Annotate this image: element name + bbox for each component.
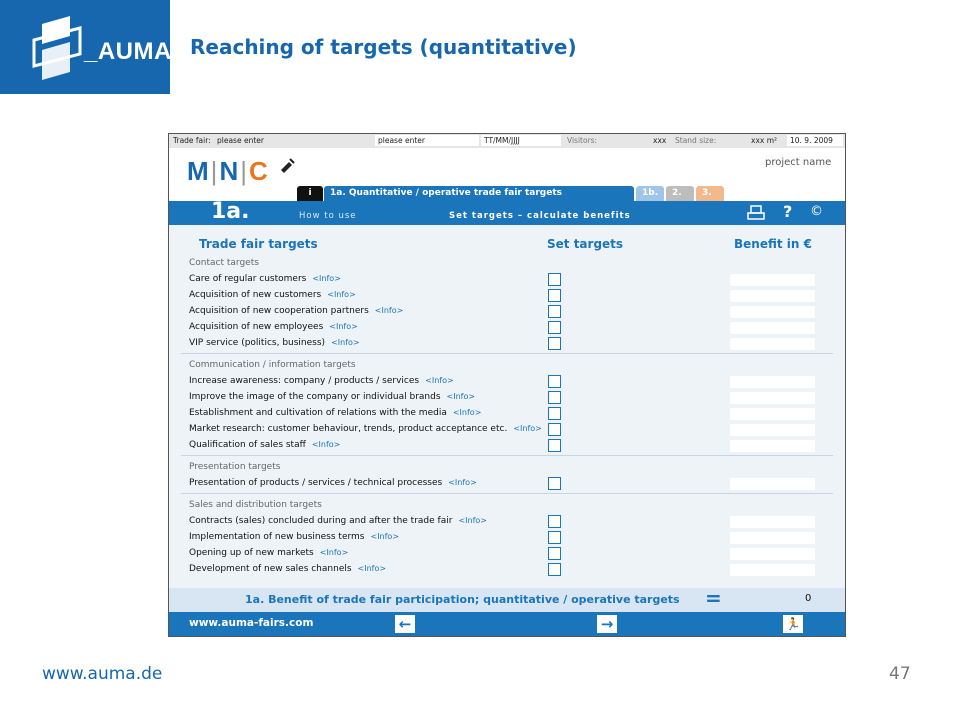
benefit-input[interactable]: [730, 424, 815, 436]
target-item: Development of new sales channels <Info>: [189, 564, 387, 574]
target-checkbox[interactable]: [548, 407, 561, 420]
target-item: Establishment and cultivation of relations with the media <Info>: [189, 408, 482, 418]
footer-url[interactable]: www.auma.de: [42, 664, 163, 684]
target-checkbox[interactable]: [548, 547, 561, 560]
benefit-input[interactable]: [730, 338, 815, 350]
target-item: Care of regular customers <Info>: [189, 274, 341, 284]
benefit-input[interactable]: [730, 532, 815, 544]
print-icon[interactable]: [747, 205, 765, 221]
auma-logo: [0, 0, 170, 94]
target-item: Improve the image of the company or individual brands <Info>: [189, 392, 476, 402]
stand-size-label: Stand size:: [675, 136, 717, 145]
target-item: Opening up of new markets <Info>: [189, 548, 349, 558]
pencil-icon: [279, 156, 297, 174]
target-item: Implementation of new business terms <Info>: [189, 532, 400, 542]
section-title: Sales and distribution targets: [189, 500, 322, 510]
auma-logo-text: _AUMA: [84, 38, 172, 65]
tab-1b[interactable]: 1b.: [636, 186, 664, 202]
visitors-label: Visitors:: [567, 136, 598, 145]
help-icon[interactable]: ?: [783, 202, 793, 221]
equals-icon: =: [705, 586, 722, 610]
target-checkbox[interactable]: [548, 321, 561, 334]
info-link[interactable]: <Info>: [374, 306, 404, 315]
info-link[interactable]: <Info>: [312, 274, 341, 283]
project-name: project name: [765, 157, 832, 168]
col-benefit: Benefit in €: [734, 237, 812, 251]
target-item: Contracts (sales) concluded during and after the trade fair <Info>: [189, 516, 487, 526]
info-link[interactable]: <Info>: [448, 478, 477, 487]
benefit-input[interactable]: [730, 548, 815, 560]
info-link[interactable]: <Info>: [329, 322, 358, 331]
tab-info[interactable]: i: [297, 186, 323, 202]
info-link[interactable]: <Info>: [319, 548, 349, 557]
info-link[interactable]: <Info>: [452, 408, 482, 417]
mnc-logo: M|N|C: [187, 156, 297, 187]
section-title: Presentation targets: [189, 462, 281, 472]
slide-title: Reaching of targets (quantitative): [190, 35, 577, 59]
form-topbar: [169, 134, 845, 148]
divider: [181, 353, 833, 354]
info-link[interactable]: <Info>: [446, 392, 476, 401]
benefit-input[interactable]: [730, 376, 815, 388]
info-link[interactable]: <Info>: [311, 440, 341, 449]
section-number: 1a.: [211, 199, 250, 224]
benefit-input[interactable]: [730, 440, 815, 452]
mnc-form-window: [168, 133, 846, 637]
target-checkbox[interactable]: [548, 439, 561, 452]
target-checkbox[interactable]: [548, 477, 561, 490]
form-footer: [169, 612, 845, 636]
target-item: Qualification of sales staff <Info>: [189, 440, 341, 450]
tab-1a[interactable]: 1a. Quantitative / operative trade fair targets: [324, 186, 634, 202]
trade-fair-input[interactable]: please enter: [217, 136, 264, 145]
date-input[interactable]: 10. 9. 2009: [787, 135, 843, 146]
target-item: Increase awareness: company / products / services <Info>: [189, 376, 454, 386]
info-link[interactable]: <Info>: [513, 424, 542, 433]
info-link[interactable]: <Info>: [357, 564, 387, 573]
target-checkbox[interactable]: [548, 423, 561, 436]
target-item: Acquisition of new employees <Info>: [189, 322, 358, 332]
target-checkbox[interactable]: [548, 563, 561, 576]
target-item: Acquisition of new cooperation partners <Info>: [189, 306, 404, 316]
benefit-input[interactable]: [730, 408, 815, 420]
stand-size-input[interactable]: xxx m²: [751, 136, 778, 145]
target-checkbox[interactable]: [548, 305, 561, 318]
col-trade-fair-targets: Trade fair targets: [199, 237, 318, 251]
info-link[interactable]: <Info>: [370, 532, 400, 541]
benefit-input[interactable]: [730, 478, 815, 490]
trade-fair-label: Trade fair:: [173, 136, 211, 145]
how-to-use-link[interactable]: How to use: [299, 211, 357, 221]
footer-link[interactable]: www.auma-fairs.com: [189, 617, 314, 629]
benefit-input[interactable]: [730, 322, 815, 334]
target-checkbox[interactable]: [548, 531, 561, 544]
benefit-input[interactable]: [730, 290, 815, 302]
benefit-input[interactable]: [730, 516, 815, 528]
target-item: Acquisition of new customers <Info>: [189, 290, 356, 300]
benefit-input[interactable]: [730, 274, 815, 286]
tab-3[interactable]: 3.: [696, 186, 724, 202]
date-format-input[interactable]: TT/MM/JJJJ: [481, 135, 561, 146]
divider: [181, 455, 833, 456]
target-item: VIP service (politics, business) <Info>: [189, 338, 360, 348]
info-link[interactable]: <Info>: [458, 516, 487, 525]
back-arrow-icon[interactable]: ←: [395, 615, 415, 633]
col-set-targets: Set targets: [547, 237, 624, 251]
target-checkbox[interactable]: [548, 273, 561, 286]
target-checkbox[interactable]: [548, 515, 561, 528]
page-number: 47: [889, 664, 911, 684]
divider: [181, 493, 833, 494]
target-checkbox[interactable]: [548, 391, 561, 404]
info-link[interactable]: <Info>: [425, 376, 454, 385]
benefit-input[interactable]: [730, 306, 815, 318]
tab-2[interactable]: 2.: [666, 186, 694, 202]
section-title: Contact targets: [189, 258, 259, 268]
targets-panel: [169, 225, 845, 607]
form-header-bar: [169, 201, 845, 225]
set-targets-link[interactable]: Set targets – calculate benefits: [449, 211, 631, 221]
summary-bar: [169, 588, 845, 612]
exit-icon[interactable]: 🏃: [783, 615, 803, 633]
target-checkbox[interactable]: [548, 289, 561, 302]
target-checkbox[interactable]: [548, 375, 561, 388]
target-item: Presentation of products / services / technical processes <Info>: [189, 478, 477, 488]
info-link[interactable]: <Info>: [331, 338, 360, 347]
summary-label: 1a. Benefit of trade fair participation; quantitative / operative targets: [245, 593, 680, 606]
copyright-icon[interactable]: ©: [810, 204, 823, 219]
benefit-input[interactable]: [730, 564, 815, 576]
summary-total: 0: [805, 593, 812, 604]
target-checkbox[interactable]: [548, 337, 561, 350]
second-input[interactable]: please enter: [375, 135, 479, 146]
target-item: Market research: customer behaviour, trends, product acceptance etc. <Info>: [189, 424, 542, 434]
benefit-input[interactable]: [730, 392, 815, 404]
visitors-input[interactable]: xxx: [653, 136, 667, 145]
info-link[interactable]: <Info>: [327, 290, 356, 299]
section-title: Communication / information targets: [189, 360, 356, 370]
forward-arrow-icon[interactable]: →: [597, 615, 617, 633]
